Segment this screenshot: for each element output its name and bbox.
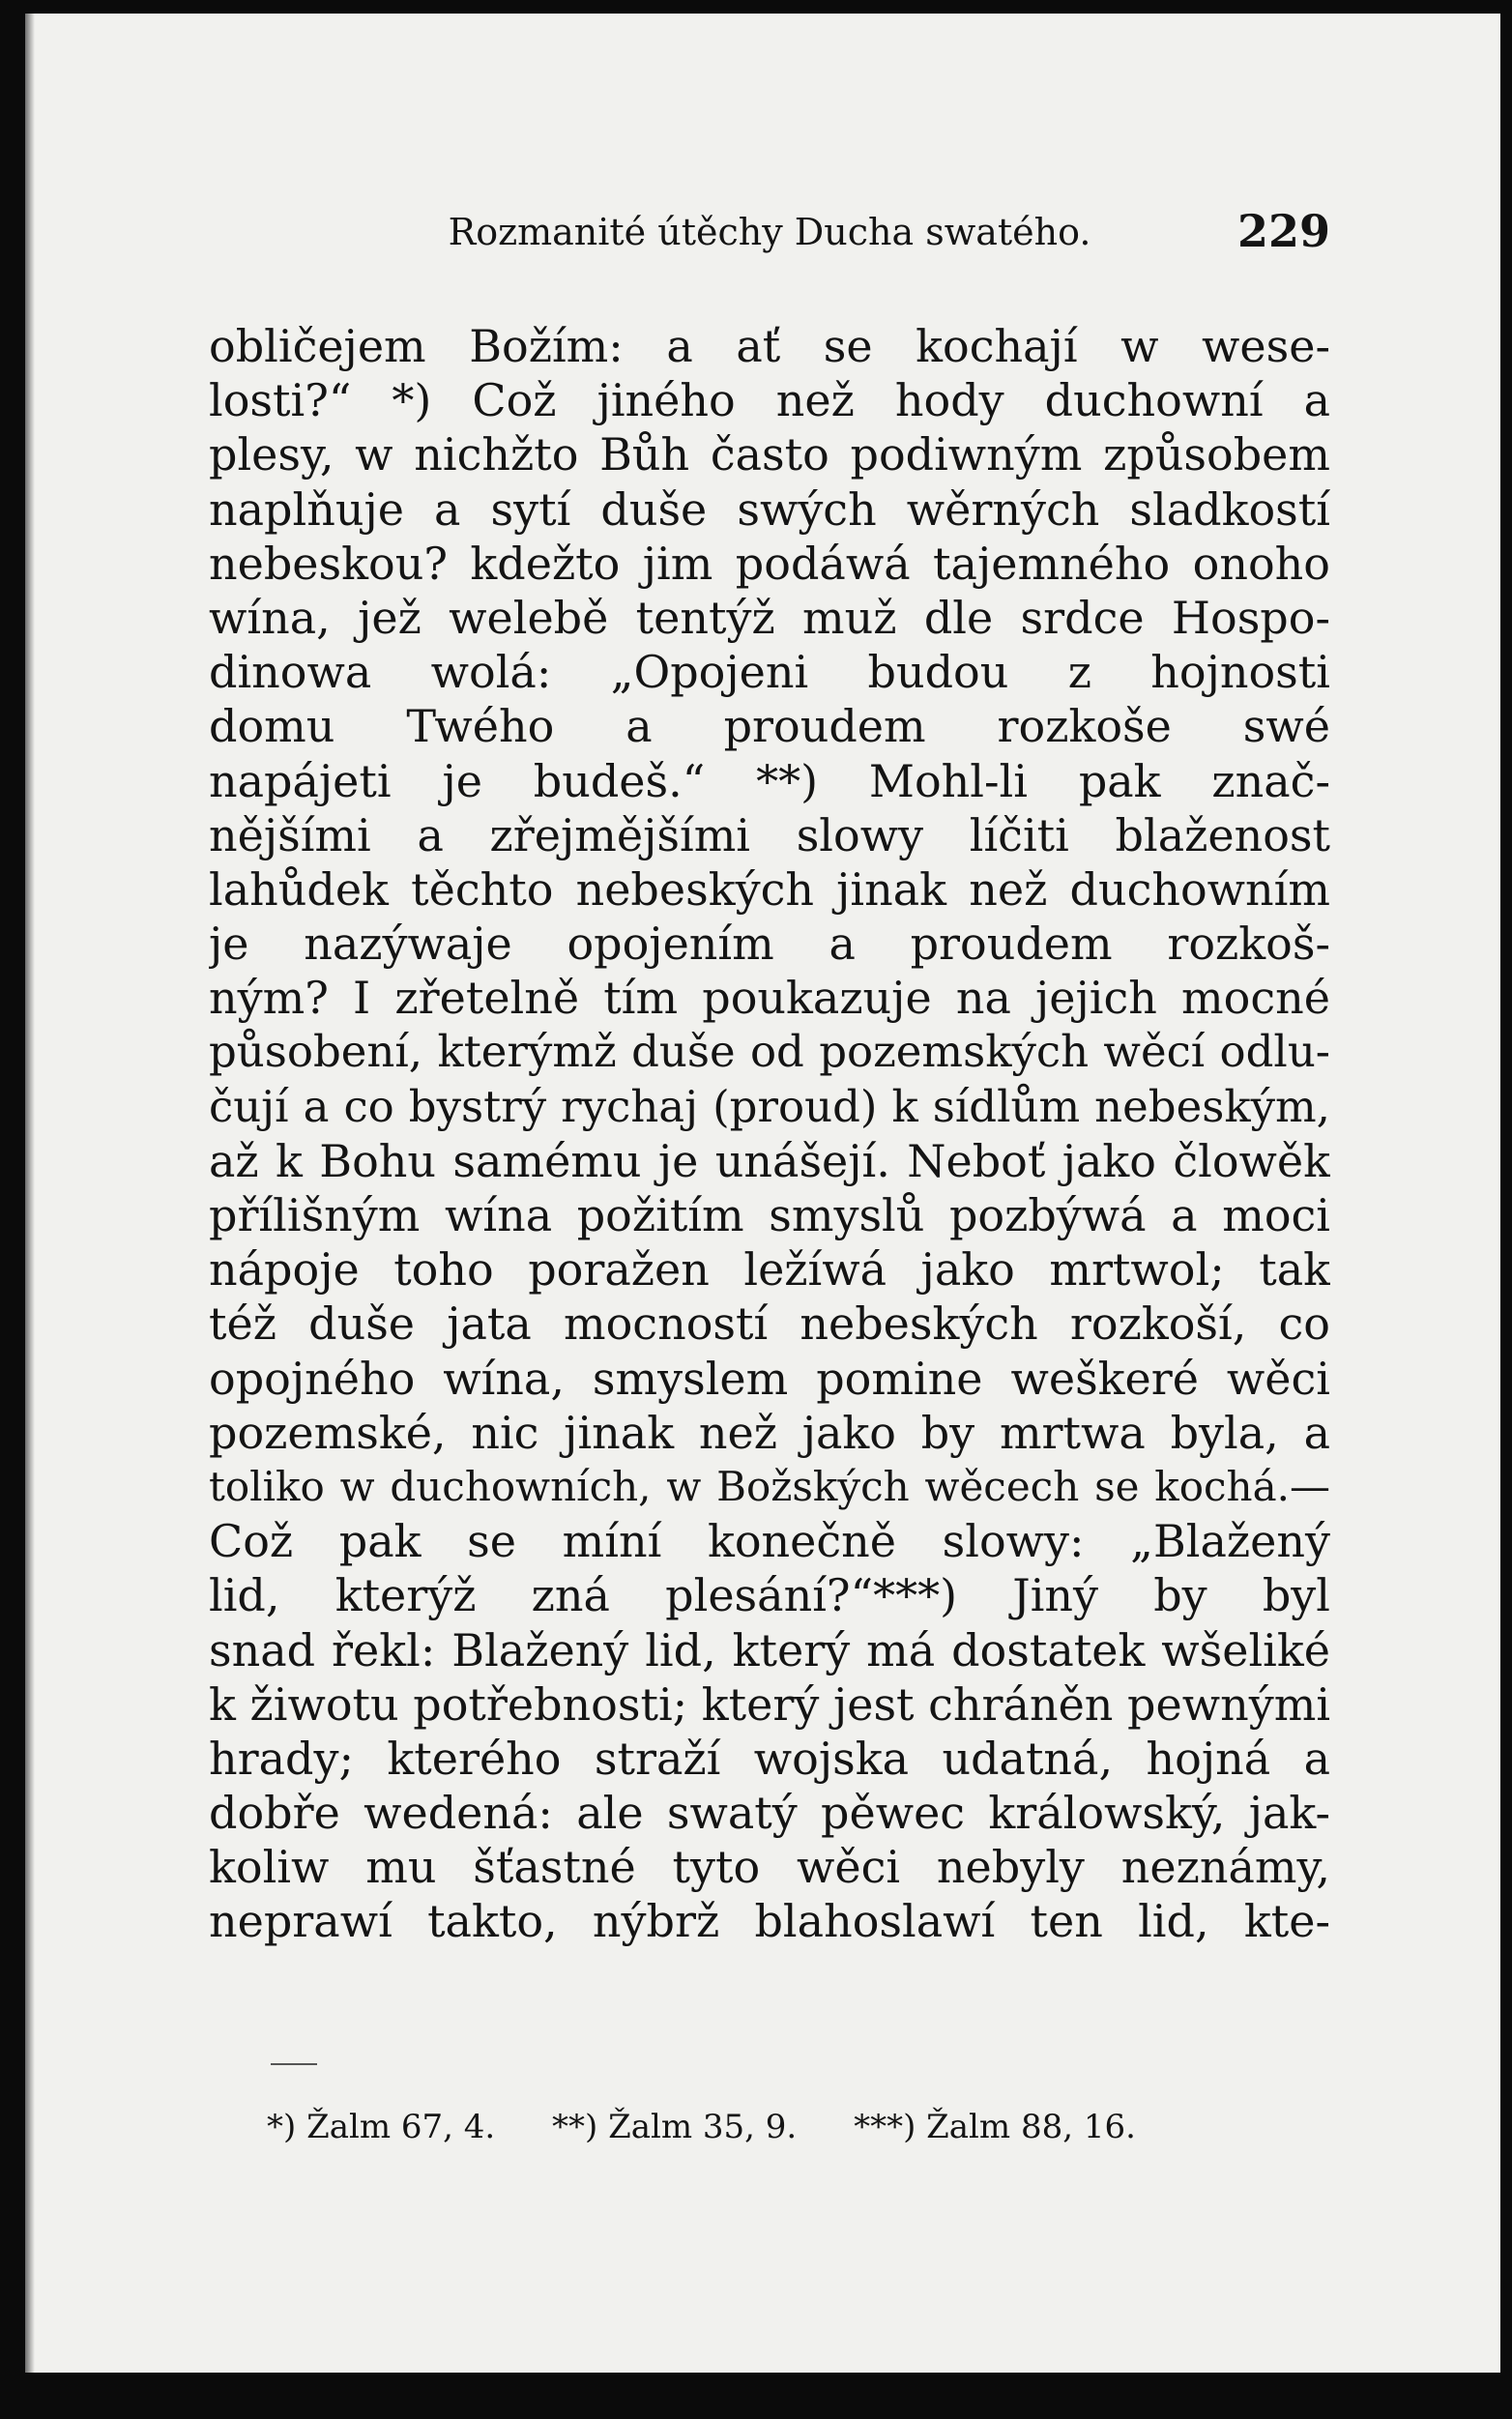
text-line: Což pak se míní konečně slowy: „Blažený <box>209 1515 1330 1568</box>
footnote-rule <box>271 2063 317 2065</box>
text-line: lid, kterýž zná plesání?“***) Jiný by byl <box>209 1569 1330 1622</box>
text-line: neprawí takto, nýbrž blahoslawí ten lid, kte- <box>209 1895 1330 1948</box>
text-line: lahůdek těchto nebeských jinak než duchowním <box>209 862 1330 916</box>
text-line: naplňuje a sytí duše swých wěrných sladkostí <box>209 482 1330 536</box>
page-header <box>209 197 1330 265</box>
text-line: ným? I zřetelně tím poukazuje na jejich mocné <box>209 972 1330 1025</box>
text-line: dobře wedená: ale swatý pěwec králowský, jak- <box>209 1787 1330 1840</box>
text-line: wína, jež welebě tentýž muž dle srdce Hospo- <box>209 591 1330 644</box>
text-line: toliko w duchowních, w Božských wěcech se kochá.— <box>209 1462 1330 1510</box>
text-line: působení, kterýmž duše od pozemských wěcí odlu- <box>209 1026 1330 1078</box>
running-title: Rozmanité útěchy Ducha swatého. <box>448 211 1091 253</box>
text-line: dinowa wolá: „Opojeni budou z hojnosti <box>209 646 1330 699</box>
text-line: až k Bohu samému je unášejí. Neboť jako člowěk <box>209 1134 1330 1187</box>
footnote: *) Žalm 67, 4. <box>267 2108 496 2146</box>
text-line: obličejem Božím: a ať se kochají w wese- <box>209 320 1330 372</box>
text-line: přílišným wína požitím smyslů pozbýwá a moci <box>209 1189 1330 1241</box>
text-line: k žiwotu potřebnosti; který jest chráněn pewnými <box>209 1677 1330 1731</box>
book-page <box>25 14 1500 2373</box>
footnotes <box>267 2108 1182 2146</box>
text-line: hrady; kterého straží wojska udatná, hojná a <box>209 1732 1330 1785</box>
page-number: 229 <box>1236 205 1330 257</box>
text-line: snad řekl: Blažený lid, který má dostatek wšeliké <box>209 1623 1330 1676</box>
text-line: též duše jata mocností nebeských rozkoší, co <box>209 1297 1330 1351</box>
text-line: nebeskou? kdežto jim podáwá tajemného onoho <box>209 537 1330 590</box>
text-line: domu Twého a proudem rozkoše swé <box>209 700 1330 753</box>
text-line: nápoje toho poražen ležíwá jako mrtwol; tak <box>209 1243 1330 1297</box>
text-line: je nazýwaje opojením a proudem rozkoš- <box>209 918 1330 971</box>
page-edge-shadow <box>25 14 35 2373</box>
body-text <box>209 319 1330 1949</box>
text-line: napájeti je budeš.“ **) Mohl-li pak znač- <box>209 754 1330 807</box>
text-line: plesy, w nichžto Bůh často podiwným způsobem <box>209 428 1330 481</box>
text-line: losti?“ *) Což jiného než hody duchowní a <box>209 374 1330 427</box>
text-line: čují a co bystrý rychaj (proud) k sídlům nebeským, <box>209 1080 1330 1132</box>
footnote: **) Žalm 35, 9. <box>552 2108 798 2146</box>
text-line: opojného wína, smyslem pomine weškeré wěci <box>209 1352 1330 1405</box>
text-line: nějšími a zřejmějšími slowy líčiti blaženost <box>209 808 1330 861</box>
text-line: pozemské, nic jinak než jako by mrtwa byla, a <box>209 1406 1330 1459</box>
text-line: koliw mu šťastné tyto wěci nebyly neznámy, <box>209 1841 1330 1894</box>
footnote: ***) Žalm 88, 16. <box>854 2108 1136 2146</box>
